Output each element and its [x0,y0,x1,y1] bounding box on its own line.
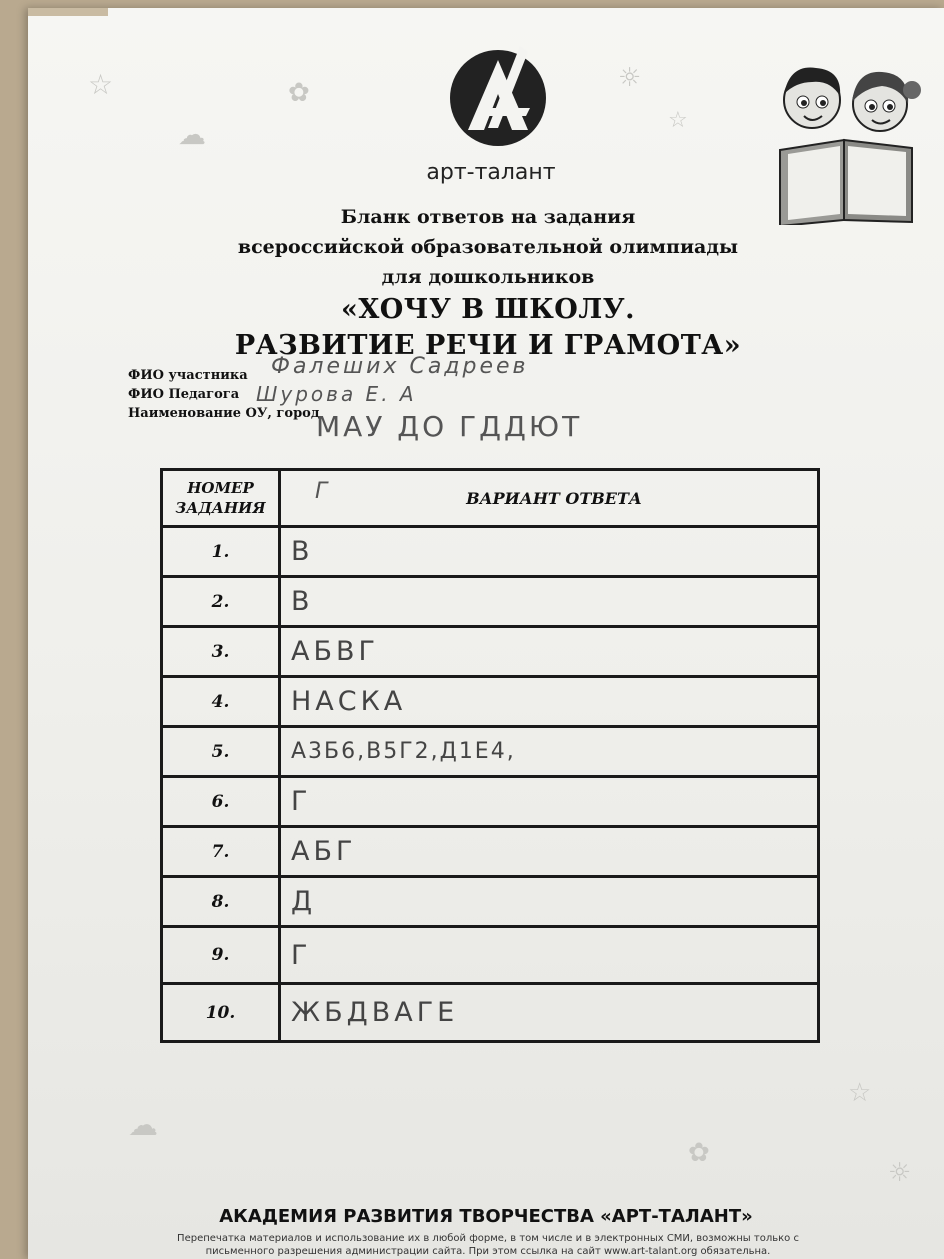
star-doodle-icon: ☆ [848,1078,872,1108]
olympiad-name: РАЗВИТИЕ РЕЧИ И ГРАМОТА» [234,330,742,361]
answer-value: Г [291,939,312,971]
title-line: всероссийской образовательной олимпиады [237,236,739,258]
table-row [163,528,817,575]
header-number: НОМЕР ЗАДАНИЯ [163,471,281,525]
answer-value: ЖБДВАГЕ [291,997,459,1028]
participant-value: Фалеших Садреев [271,354,529,379]
flower-doodle-icon: ✿ [288,78,310,108]
table-row [163,628,817,675]
header-answer [281,471,817,525]
stray-mark: Г [315,479,331,504]
task-number: 6. [163,778,281,825]
table-row [163,728,817,775]
answer-value: Г [291,786,312,817]
olympiad-name: «ХОЧУ В ШКОЛУ. [340,294,636,325]
answer-value: В [291,586,314,617]
task-number: 4. [163,678,281,725]
table-row [163,878,817,925]
star-doodle-icon: ☆ [88,68,114,101]
copyright-line: письменного разрешения администрации сайта. При этом ссылка на сайт www.art-talant.org обязательна. [205,1246,771,1257]
school-label: Наименование ОУ, город [128,406,320,421]
flower-doodle-icon: ✿ [688,1138,710,1168]
title-line: Бланк ответов на задания [340,206,636,228]
task-number: 10. [163,985,281,1040]
logo-wordmark: арт-талант [426,160,556,185]
table-row [163,578,817,625]
task-number: 8. [163,878,281,925]
teacher-label: ФИО Педагога [128,387,240,402]
cloud-doodle-icon: ☁ [178,118,206,151]
kids-reading-book-icon [760,50,930,225]
answer-value: Д [291,886,317,917]
star-doodle-icon: ☆ [668,108,688,133]
table-row [163,778,817,825]
sun-doodle-icon: ☼ [888,1158,912,1188]
task-number: 2. [163,578,281,625]
answer-value: АБГ [291,836,357,867]
task-number: 9. [163,928,281,982]
academy-footer: АКАДЕМИЯ РАЗВИТИЯ ТВОРЧЕСТВА «АРТ-ТАЛАНТ» [219,1206,753,1227]
task-number: 7. [163,828,281,875]
title-line: для дошкольников [381,266,595,288]
answer-value: НАСКА [291,686,407,717]
table-header [163,471,817,525]
copyright-note [108,1232,868,1258]
task-number: 1. [163,528,281,575]
table-row [163,985,817,1040]
teacher-value: Шурова Е. А [256,382,417,406]
sun-doodle-icon: ☼ [618,63,642,93]
task-number: 3. [163,628,281,675]
school-value: МАУ ДО ГДДЮТ [316,410,583,443]
cloud-doodle-icon: ☁ [128,1108,158,1143]
answer-value: АБВГ [291,636,379,667]
task-number: 5. [163,728,281,775]
table-row [163,928,817,982]
copyright-line: Перепечатка материалов и использование их в любой форме, в том числе и в электронных СМИ, возможны только с [177,1233,799,1244]
sheet-title [178,202,798,364]
answer-sheet [28,8,944,1259]
photo-background [28,8,108,16]
answer-value: А3Б6,В5Г2,Д1Е4, [291,739,516,764]
table-row [163,828,817,875]
table-row [163,678,817,725]
header-answer-label: ВАРИАНТ ОТВЕТА [466,488,642,508]
participant-label: ФИО участника [128,368,248,383]
answer-value: В [291,536,314,567]
answer-table [160,468,820,1043]
